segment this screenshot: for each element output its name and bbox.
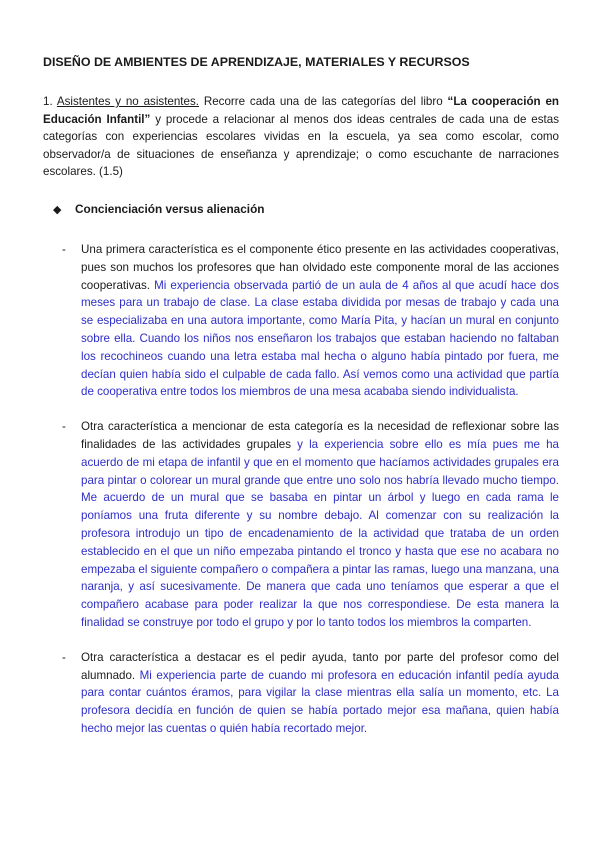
document-title: DISEÑO DE AMBIENTES DE APRENDIZAJE, MATERIALES Y RECURSOS xyxy=(43,55,470,69)
section-heading-text: Concienciación versus alienación xyxy=(75,201,265,216)
list-item xyxy=(43,418,559,632)
intro-underlined-heading: Asistentes y no asistentes. xyxy=(56,95,199,108)
section-heading xyxy=(53,201,559,219)
intro-text-a: Recorre cada una de las categorías del libro xyxy=(199,95,448,108)
list-item xyxy=(43,649,559,738)
dash-bullet: - xyxy=(62,650,66,664)
item-experience-text: Mi experiencia parte de cuando mi profesora en educación infantil pedía ayuda para contar cuántos éramos, para vigilar la clase mientras ella salía un momento, etc. La profesora decidía en función de quien se había portado mejor esa mañana, quien había hecho mejor las cuentas o quién había recortado mejor. xyxy=(81,668,559,735)
item-text: Otra característica a destacar es el pedir ayuda, tanto por parte del profesor como del alumnado. xyxy=(81,650,559,682)
intro-number: 1. xyxy=(43,95,53,108)
diamond-bullet-icon: ◆ xyxy=(53,203,62,216)
intro-text-b: y procede a relacionar al menos dos ideas centrales de cada una de estas categorías con experiencias escolares vividas en la escuela, ya sea como escolar, como observador/a de situaciones de enseñanza y aprendizaje; o como escuchante de narraciones escolares. (1.5) xyxy=(43,112,559,179)
item-experience-text: y la experiencia sobre ello es mía pues me ha acuerdo de mi etapa de infantil y que en el momento que hacíamos actividades grupales era para pintar o colorear un mural grande que entre uno solo nos habría llevado mucho tiempo. Me acuerdo de un mural que se basaba en pintar un árbol y luego en cada rama le poníamos una fruta diferente y su nombre debajo. Al comenzar con su realización la profesora introdujo un tipo de encadenamiento de la actividad que trataba de un orden establecido en el que un niño empezaba pintando el tronco y hasta que ese no acabara no empezaba el siguiente compañero o compañera a pintar las ramas, luego una manzana, una naranja, y así sucesivamente. De manera que cada uno teníamos que esperar a que el compañero acabase para poder realizar la que nos correspondiese. De esta manera la finalidad se construye por todo el grupo y por lo tanto todos los miembros la comparten. xyxy=(81,437,560,629)
book-title: “La cooperación en Educación Infantil” xyxy=(43,95,559,126)
intro-paragraph xyxy=(43,93,559,181)
item-text: Otra característica a mencionar de esta categoría es la necesidad de reflexionar sobre las finalidades de las actividades grupales xyxy=(81,420,559,451)
dash-bullet: - xyxy=(62,420,66,434)
item-text: Una primera característica es el componente ético presente en las actividades cooperativas, pues son muchos los profesores que han olvidado este componente moral de las acciones cooperativas. xyxy=(81,242,559,292)
list-item xyxy=(43,241,559,401)
item-experience-text: Mi experiencia observada partió de un aula de 4 años al que acudí hace dos meses para un trabajo de clase. La clase estaba dividida por mesas de trabajo y cada una se especializaba en una autora importante, como María Pita, y hacían un mural en conjunto sobre ella. Cuando los niños nos enseñaron los trabajos que estaban haciendo no faltaban los recochineos cuando una letra estaba mal hecha o alguno había pintado por fuera, me decían quien había sido el culpable de cada fallo. Así vemos como una actividad que partía de cooperativa entre todos los miembros de una mesa acababa siendo individualista. xyxy=(81,278,559,399)
dash-bullet: - xyxy=(62,242,66,256)
document-page xyxy=(43,54,559,755)
